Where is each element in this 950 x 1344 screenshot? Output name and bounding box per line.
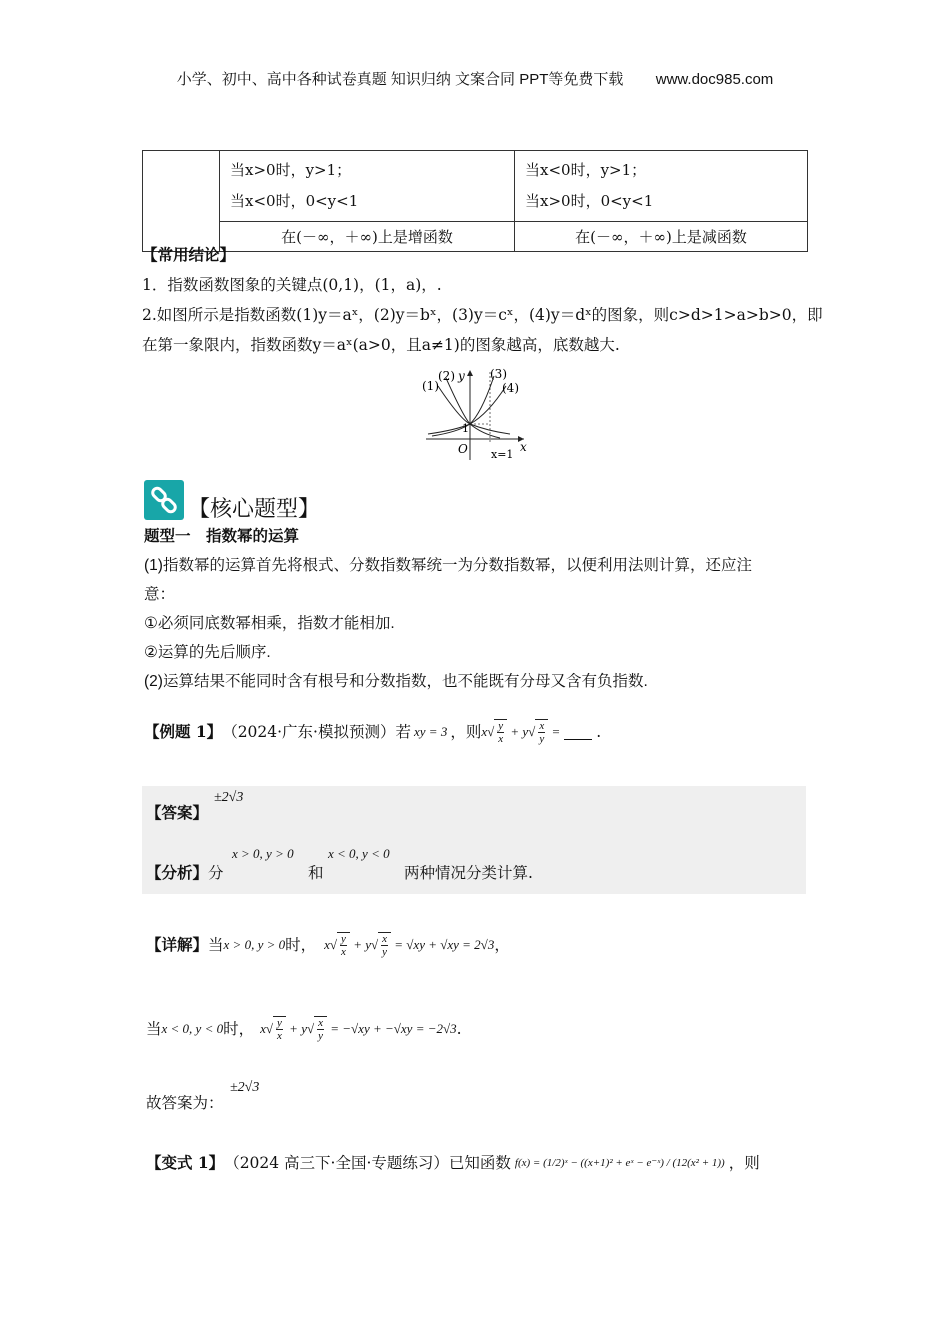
example-expression: x√ $\frac{y}{x}$ + y√ $\frac{x}{y}$ = [481,720,561,745]
answer-value: ±2√3 [214,790,244,805]
link-icon [144,480,184,520]
fig-one: 1 [462,422,469,435]
detail-pre: 当 [208,936,224,954]
conclusions-heading: 【常用结论】 [142,245,236,264]
detail-label: 【详解】 [146,935,209,954]
variant-then: ，则 [728,1154,760,1172]
fig-y-label: y [458,369,465,383]
example-end: . [596,723,602,741]
para2: ①必须同底数幂相乘，指数才能相加. [144,615,395,632]
detail-expr1: x√ $\frac{y}{x}$ + y√ $\frac{x}{y}$ = √xy + √xy = 2√3 [324,933,495,958]
variant-source: （2024 高三下·全国·专题练习）已知函数 [224,1154,511,1172]
fig-origin: O [458,442,468,456]
right-monotonic: 在(－∞，＋∞)上是减函数 [515,222,808,252]
analysis-pre: 分 [208,864,224,882]
detail-cond2: x < 0, y < 0 [161,1021,224,1036]
detail-dot: . [456,1020,462,1038]
analysis-cond2: x < 0, y < 0 [328,846,390,861]
right-row2: 当x>0时，0<y<1 [525,192,654,210]
page-header [0,68,950,89]
left-monotonic: 在(－∞，＋∞)上是增函数 [220,222,515,252]
analysis-cond1: x > 0, y > 0 [232,846,294,861]
header-text: 小学、初中、高中各种试卷真题 知识归纳 文案合同 PPT等免费下载 [176,71,624,88]
detail-when: 时， [285,936,317,954]
analysis-and: 和 [308,864,324,882]
y-axis-arrow [467,370,473,376]
variant-label: 【变式 1】 [146,1153,225,1172]
conclusion-item2-line2: 在第一象限内，指数函数y＝aˣ(a>0，且a≠1)的图象越高，底数越大. [142,336,620,354]
para3: ②运算的先后顺序. [144,644,271,661]
detail-comma: ， [494,936,510,954]
fig-label-2: (2) [438,369,455,383]
fig-label-4: (4) [502,381,519,395]
detail-when2: 时， [223,1020,255,1038]
detail-line2 [146,1016,462,1042]
answer-label: 【答案】 [146,803,209,822]
fig-label-3: (3) [490,367,507,381]
para1-line1: (1)指数幂的运算首先将根式、分数指数幂统一为分数指数幂，以便利用法则计算，还应注 [144,557,752,574]
header-site[interactable]: www.doc985.com [655,71,774,88]
example-1 [144,712,601,752]
fig-x-label: x [520,440,527,454]
final-answer-value: ±2√3 [230,1080,260,1095]
detail-expr2: x√ $\frac{y}{x}$ + y√ $\frac{x}{y}$ = −√xy + −√xy = −2√3 [260,1017,457,1042]
analysis-line [146,862,224,884]
conclusion-item1: 1．指数函数图象的关键点(0,1)，(1，a)，. [142,276,442,294]
left-row2: 当x<0时，0<y<1 [230,192,359,210]
detail-cond1: x > 0, y > 0 [223,937,286,952]
para1-line2: 意： [144,586,176,603]
exponential-graph-figure [418,364,530,466]
example-then: ，则 [450,723,482,741]
detail-line1 [146,932,510,958]
left-row1: 当x>0时，y>1； [230,161,352,179]
answer-blank [564,725,592,740]
type1-heading: 题型一 指数幂的运算 [144,528,300,545]
variant-1 [146,1152,760,1174]
final-answer-text: 故答案为： [146,1094,224,1112]
fig-x-eq-1: x=1 [491,448,514,461]
analysis-post: 两种情况分类计算. [404,864,533,882]
detail-result2: = −√xy + −√xy = −2√3 [330,1021,457,1036]
example-label: 【例题 1】 [144,722,223,741]
property-table [142,150,808,252]
example-cond: xy = 3 [414,724,448,739]
detail-result1: = √xy + √xy = 2√3 [394,937,495,952]
conclusion-item2-line1: 2.如图所示是指数函数(1)y＝aˣ，(2)y＝bˣ，(3)y＝cˣ，(4)y＝dˣ的图象，则c>d>1>a>b>0，即 [142,306,823,324]
analysis-label: 【分析】 [146,863,209,882]
right-row1: 当x<0时，y>1； [525,161,647,179]
fig-label-1: (1) [422,379,439,393]
example-source: （2024·广东·模拟预测）若 [222,723,411,741]
para4: (2)运算结果不能同时含有根号和分数指数，也不能既有分母又含有负指数. [144,673,648,690]
section-title: 【核心题型】 [188,496,321,521]
variant-function: f(x) = (1/2)ˣ − ((x+1)² + eˣ − e⁻ˣ) / (12(x² + 1)) [514,1157,725,1169]
detail-pre2: 当 [146,1020,162,1038]
